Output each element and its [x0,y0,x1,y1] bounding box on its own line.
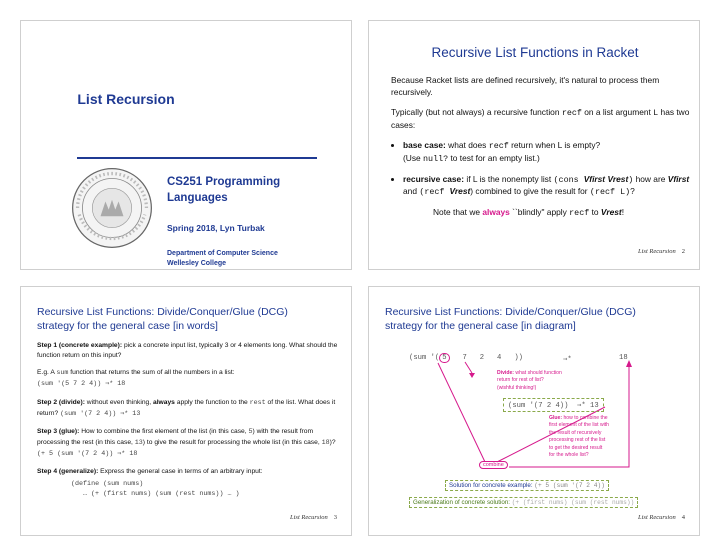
first-element-circle: 5 [439,353,449,363]
department: Department of Computer Science Wellesley College [167,250,278,268]
example: E.g. A sum function that returns the sum of all the numbers in a list: (sum '(5 7 2 4)) ⇒* 18 [37,369,235,389]
note-text: Note that we always ``blindly" apply recf to Vrest! [433,207,625,219]
slide-title: List Recursion [77,91,175,107]
cases-paragraph: Typically (but not always) a recursive function recf on a list argument L has two cases: [391,106,690,130]
term-author: Spring 2018, Lyn Turbak [167,223,265,233]
slide-footer: List Recursion 3 [290,514,337,521]
slide-body [391,75,691,220]
title-divider [77,157,317,159]
intro-paragraph: Because Racket lists are defined recursively, it's natural to process them recursively. [391,75,660,97]
divide-note: Divide: what should function return for rest of list? (wishful thinking!) [497,370,562,391]
slide-1 [20,20,352,270]
slide-body [37,341,341,500]
top-expression: (sum '( 5 7 2 4 )) [409,354,523,362]
base-case-bullet: • base case: what does recf return when L is empty? (Use null? to test for an empty list.) [403,140,691,166]
step-3: Step 3 (glue): How to combine the first element of the list (in this case, 5) with the result from processing the rest (in this case, 13) to give the result for processing the whole list (in this case, 18)? (+ 5 (sum '(7 2 4)) ⇒* 18 [37,428,336,458]
course-name: CS251 Programming Languages [167,176,281,204]
step-4: Step 4 (generalize): Express the general case in terms of an arbitrary input: [37,468,263,476]
slide-2 [368,20,700,270]
slide-title: Recursive List Functions in Racket [431,45,639,60]
code-line-1: (define (sum nums) [71,480,144,489]
rest-expression-box: (sum '(7 2 4)) ⇒* 13 [503,398,604,412]
combine-node: combine [479,461,508,469]
slide-title: Recursive List Functions: Divide/Conquer/Glue (DCG) strategy for the general case [in diagram] [385,306,636,333]
top-arrow: ⇒* [563,356,572,364]
solution-box: Solution for concrete example: (+ 5 (sum '(7 2 4)) [445,480,609,491]
college-seal-logo [71,167,153,249]
recursive-case-bullet: • recursive case: if L is the nonempty list (cons Vfirst Vrest) how are Vfirst and (recf Vrest) combined to give the result for (recf L)? [403,174,691,200]
code-line-2: … (+ (first nums) (sum (rest nums)) … ) [83,489,240,498]
slide-title: Recursive List Functions: Divide/Conquer/Glue (DCG) strategy for the general case [in words] [37,306,288,333]
glue-note: Glue: how to combine the first element of the list with the result of recursively processing rest of the list to get the desired result for the whole list? [549,415,610,458]
slide-4 [368,286,700,536]
top-result: 18 [619,354,628,362]
slide-3 [20,286,352,536]
generalization-box: Generalization of concrete solution: (+ (first nums) (sum (rest nums)) [409,497,638,508]
slide-footer: List Recursion 2 [638,248,685,255]
step-1: Step 1 (concrete example): pick a concrete input list, typically 3 or 4 elements long. What should the function return on this input? [37,342,338,359]
slide-footer: List Recursion 4 [638,514,685,521]
step-2: Step 2 (divide): without even thinking, always apply the function to the rest of the list. What does it return? (sum '(7 2 4)) ⇒* 13 [37,398,336,418]
